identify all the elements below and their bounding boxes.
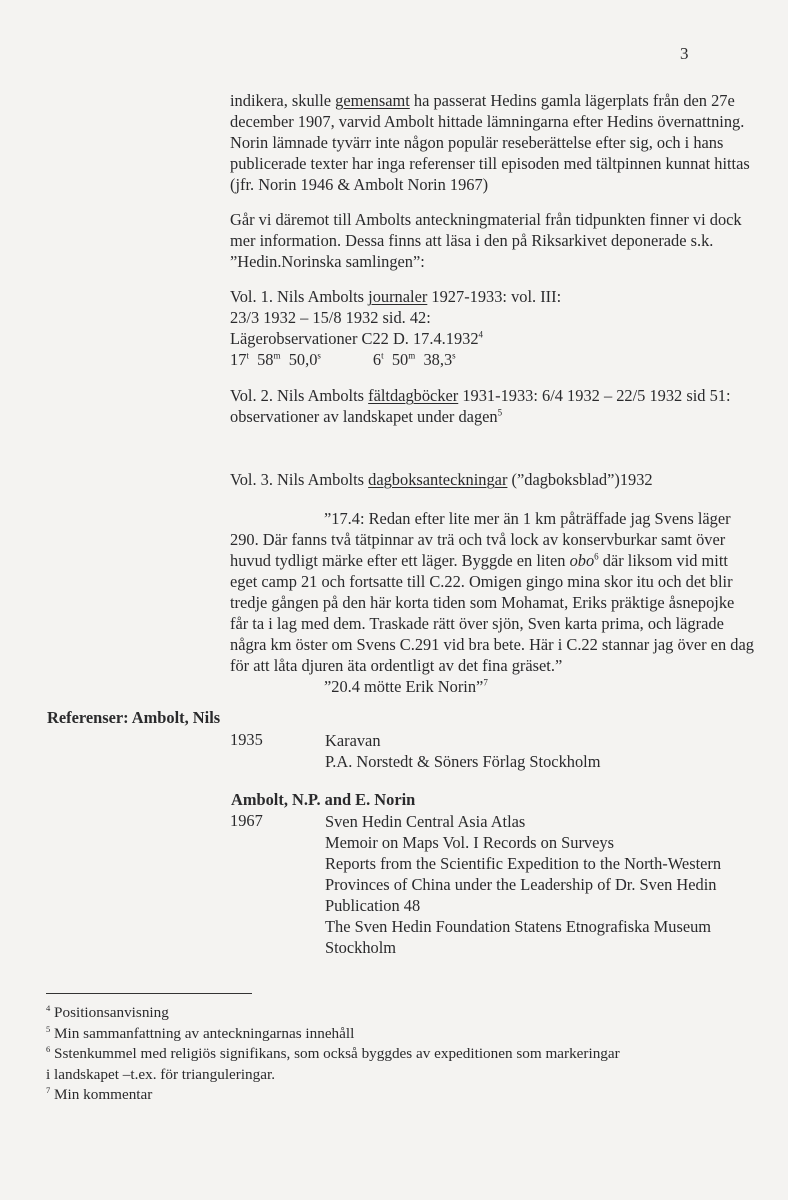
vol1-dates: 23/3 1932 – 15/8 1932 sid. 42: bbox=[230, 308, 431, 327]
coord-value: 17 bbox=[230, 350, 247, 369]
footnote-ref: 5 bbox=[497, 407, 503, 418]
coord-unit: s bbox=[317, 350, 321, 361]
ref-line: The Sven Hedin Foundation Statens Etnografiska Museum bbox=[325, 917, 712, 936]
coord-unit: t bbox=[246, 350, 249, 361]
coord-value: 38,3 bbox=[423, 350, 453, 369]
footnotes bbox=[46, 1003, 746, 1106]
ref-year: 1967 bbox=[230, 811, 263, 830]
text: Vol. 2. Nils Ambolts bbox=[230, 386, 369, 405]
text: Vol. 3. Nils Ambolts bbox=[230, 470, 369, 489]
coord-unit: m bbox=[408, 350, 416, 361]
footnote-number: 5 bbox=[46, 1023, 51, 1034]
footnote-ref: 4 bbox=[478, 329, 484, 340]
vol2-entry bbox=[230, 385, 755, 427]
text: där liksom vid mitt eget camp 21 och fortsatte till C.22. Omigen gingo mina skor itu och det blir tredje gången på den här korta tiden som Mohamat, Eriks präktige åsnepojke får ta i lag med dem. Traskade rätt över sjön, Sven karta prima, och lägrade några km öster om Svens C.291 vid bra bete. Här i C.22 stannar jag över en dag för att låta djuren äta ordentligt av det fina gräset.” bbox=[230, 551, 754, 675]
footnote-number: 4 bbox=[46, 1002, 51, 1013]
vol1-entry bbox=[230, 286, 755, 370]
paragraph-archive bbox=[230, 209, 755, 272]
text: (”dagboksblad”)1932 bbox=[507, 470, 653, 489]
text: Går vi däremot till Ambolts anteckningmaterial från tidpunkten finner vi dock mer information. Dessa finns att läsa i den på Riksarkivet deponerade s.k. ”Hedin.Norinska samlingen”: bbox=[230, 210, 742, 271]
footnote-number: 7 bbox=[46, 1085, 51, 1096]
coord-unit: s bbox=[452, 350, 456, 361]
ref-line: Sven Hedin Central Asia Atlas bbox=[325, 812, 526, 831]
ref-author: Ambolt, N.P. and E. Norin bbox=[231, 790, 416, 809]
footnote-text: Sstenkummel med religiös signifikans, som också byggdes av expeditionen som markeringar bbox=[50, 1045, 620, 1063]
coord-unit: m bbox=[273, 350, 281, 361]
footnote-5 bbox=[46, 1024, 746, 1045]
text: indikera, skulle bbox=[230, 91, 336, 110]
ref-line: Publication 48 bbox=[325, 896, 421, 915]
footnote-4 bbox=[46, 1003, 746, 1024]
vol2-observations: observationer av landskapet under dagen bbox=[230, 407, 498, 426]
text: Vol. 1. Nils Ambolts bbox=[230, 287, 369, 306]
footnote-7 bbox=[46, 1085, 746, 1106]
coord-value: 6 bbox=[372, 350, 382, 369]
ref-line: Provinces of China under the Leadership of Dr. Sven Hedin bbox=[325, 875, 717, 894]
footnote-text: Min kommentar bbox=[50, 1086, 153, 1104]
footnote-divider bbox=[46, 993, 252, 994]
footnote-text: Positionsanvisning bbox=[50, 1004, 169, 1021]
ref-line: Reports from the Scientific Expedition to the North-Western bbox=[325, 854, 722, 873]
underlined-word: fältdagböcker bbox=[368, 386, 459, 405]
footnote-text: Min sammanfattning av anteckningarnas innehåll bbox=[50, 1024, 355, 1042]
text: 1931-1933: 6/4 1932 – 22/5 1932 sid 51: bbox=[458, 386, 731, 405]
ref-line: P.A. Norstedt & Söners Förlag Stockholm bbox=[325, 752, 601, 771]
ref-entry-2 bbox=[325, 811, 765, 958]
diary-quote-end bbox=[230, 676, 788, 697]
text: ”20.4 mötte Erik Norin” bbox=[324, 677, 484, 696]
vol1-coordinates bbox=[230, 349, 755, 370]
footnote-ref: 7 bbox=[483, 677, 488, 688]
text: ”17.4: Redan efter lite mer än 1 km påträffade jag Svens läger 290. Där fanns två tätpinnar av trä och två lock av konservburkar samt över huvud tydligt märke efter ett läger. Byggde en liten bbox=[230, 509, 731, 570]
ref-year: 1935 bbox=[230, 730, 263, 749]
paragraph-intro bbox=[230, 90, 755, 195]
coord-value: 58 bbox=[257, 350, 274, 369]
diary-quote bbox=[230, 508, 755, 676]
ref-line: Stockholm bbox=[325, 938, 397, 957]
footnote-number: 6 bbox=[46, 1044, 51, 1055]
ref-line: Karavan bbox=[325, 731, 381, 750]
ref-line: Memoir on Maps Vol. I Records on Surveys bbox=[325, 833, 614, 852]
text: ha passerat Hedins gamla lägerplats från den 27e december 1907, varvid Ambolt hittade lämningarna efter Hedins övernattning. Norin lämnade tyvärr inte någon populär reseberättelse efter sig, och i hans publicerade texter har inga referenser till episoden med tältpinnen kunnat hittas (jfr. Norin 1946 & Ambolt Norin 1967) bbox=[230, 91, 750, 194]
footnote-6 bbox=[46, 1044, 746, 1065]
page-number: 3 bbox=[680, 44, 689, 63]
footnote-6-continuation: i landskapet –t.ex. för trianguleringar. bbox=[46, 1065, 276, 1083]
references-heading: Referenser: Ambolt, Nils bbox=[47, 708, 221, 727]
vol3-entry bbox=[230, 469, 755, 490]
underlined-word: dagboksanteckningar bbox=[368, 470, 508, 489]
vol1-observation: Lägerobservationer C22 D. 17.4.1932 bbox=[230, 329, 479, 348]
underlined-word: journaler bbox=[368, 287, 428, 306]
footnote-ref: 6 bbox=[594, 551, 599, 562]
ref-entry-1 bbox=[325, 730, 765, 772]
coord-value: 50 bbox=[391, 350, 409, 369]
text: 1927-1933: vol. III: bbox=[427, 287, 562, 306]
italic-term: obo bbox=[569, 551, 595, 570]
coord-unit: t bbox=[381, 350, 384, 361]
coord-value: 50,0 bbox=[288, 350, 318, 369]
underlined-word: gemensamt bbox=[335, 91, 410, 110]
